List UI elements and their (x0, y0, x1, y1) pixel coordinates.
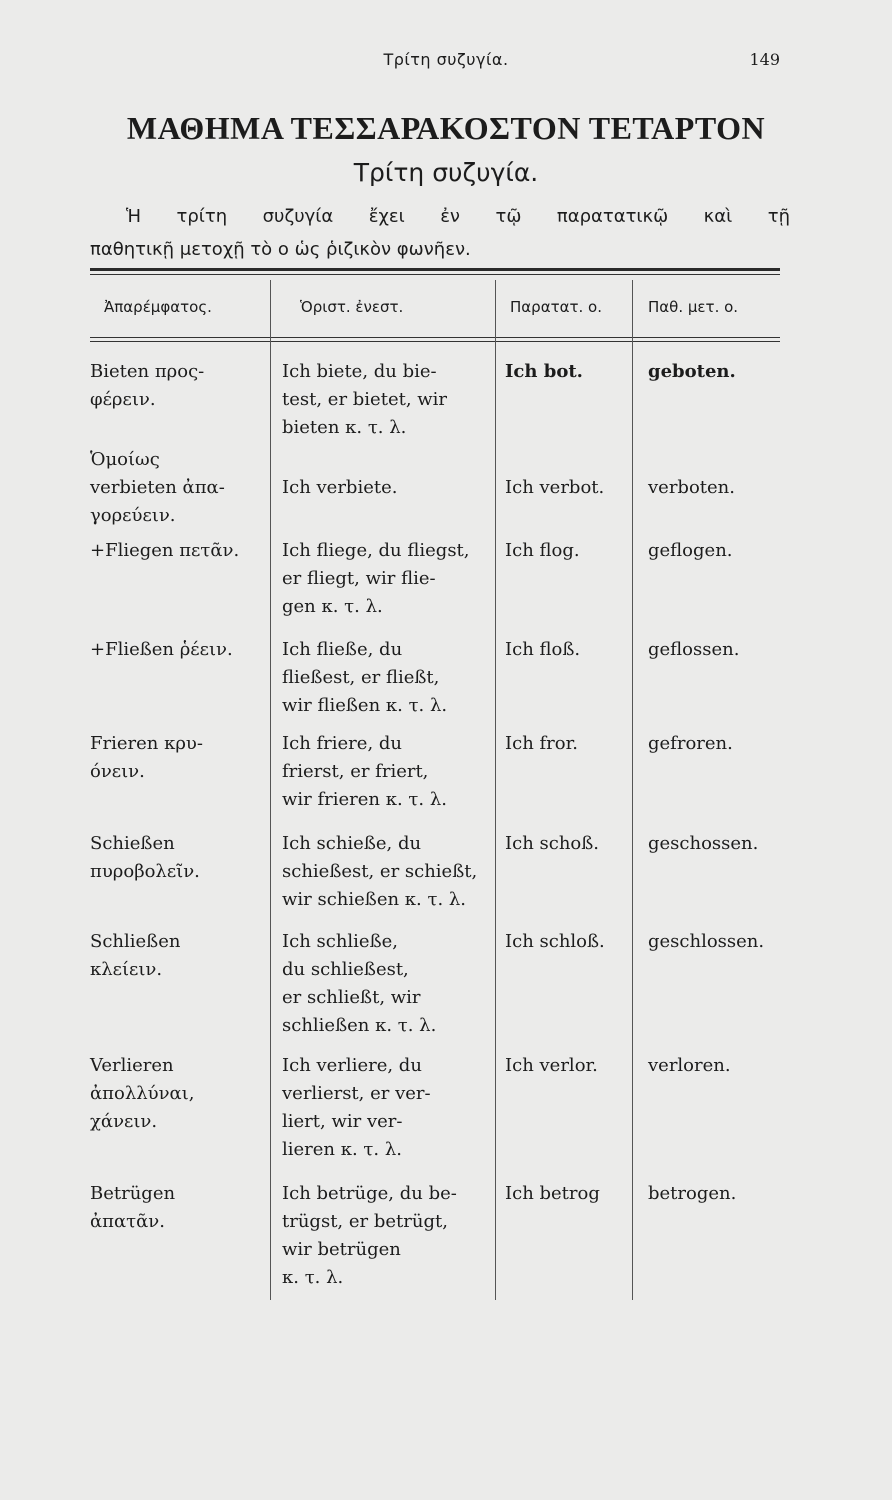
table-cell-present: Ich betrüge, du be- trügst, er betrügt, wir betrügen κ. τ. λ. (282, 1183, 457, 1288)
lesson-title: ΜΑΘΗΜΑ ΤΕΣΣΑΡΑΚΟΣΤΟΝ ΤΕΤΑΡΤΟΝ (126, 110, 766, 146)
table-cell-imperfect: Ich schoß. (505, 833, 599, 854)
table-cell-present: Ich schieße, du schießest, er schießt, wir schießen κ. τ. λ. (282, 833, 478, 910)
column-divider (495, 280, 496, 1300)
table-cell-participle: verloren. (648, 1055, 731, 1076)
column-header-present: Ὁριστ. ἐνεστ. (300, 298, 404, 316)
table-cell-infinitive: Frieren κρυ- όνειν. (90, 733, 203, 782)
table-cell-infinitive: +Fliegen πετᾶν. (90, 540, 240, 561)
table-cell-present: Ich verbiete. (282, 477, 398, 498)
table-cell-infinitive: Ὁμοίως verbieten ἀπα- γορεύειν. (90, 449, 225, 526)
table-cell-participle: geschlossen. (648, 931, 765, 952)
table-cell-present: Ich verliere, du verlierst, er ver- liert, wir ver- lieren κ. τ. λ. (282, 1055, 431, 1160)
table-cell-imperfect: Ich schloß. (505, 931, 605, 952)
table-cell-present: Ich fließe, du fließest, er fließt, wir fließen κ. τ. λ. (282, 639, 448, 716)
table-cell-imperfect: Ich bot. (505, 361, 583, 382)
table-cell-present: Ich fliege, du fliegst, er fliegt, wir flie- gen κ. τ. λ. (282, 540, 470, 617)
table-cell-participle: geschossen. (648, 833, 759, 854)
table-cell-infinitive: Schießen πυροβολεῖν. (90, 833, 200, 882)
table-cell-participle: geflogen. (648, 540, 733, 561)
running-head: Τρίτη συζυγία. (383, 50, 509, 69)
table-top-rule-thin (90, 274, 780, 275)
lesson-subtitle: Τρίτη συζυγία. (353, 158, 539, 187)
table-cell-present: Ich friere, du frierst, er friert, wir frieren κ. τ. λ. (282, 733, 447, 810)
intro-line-2: παθητικῇ μετοχῇ τὸ ο ὡς ῥιζικὸν φωνῆεν. (90, 239, 471, 260)
table-cell-imperfect: Ich floß. (505, 639, 581, 660)
intro-paragraph (90, 200, 790, 266)
table-cell-imperfect: Ich betrog (505, 1183, 600, 1204)
table-cell-participle: verboten. (648, 477, 735, 498)
column-divider (270, 280, 271, 1300)
table-cell-participle: geflossen. (648, 639, 740, 660)
table-cell-infinitive: Bieten προς- φέρειν. (90, 361, 205, 410)
column-header-imperfect: Παρατατ. ο. (510, 298, 603, 316)
column-header-infinitive: Ἀπαρέμφατος. (104, 298, 212, 316)
header-bottom-rule (90, 337, 780, 338)
table-cell-participle: betrogen. (648, 1183, 737, 1204)
table-cell-infinitive: Betrügen ἀπατᾶν. (90, 1183, 176, 1232)
table-cell-infinitive: Schließen κλείειν. (90, 931, 181, 980)
table-cell-imperfect: Ich verbot. (505, 477, 605, 498)
table-cell-infinitive: +Fließen ῥέειν. (90, 639, 233, 660)
table-cell-infinitive: Verlieren ἀπολλύναι, χάνειν. (90, 1055, 195, 1132)
table-cell-participle: geboten. (648, 361, 736, 382)
table-cell-imperfect: Ich verlor. (505, 1055, 598, 1076)
table-cell-imperfect: Ich flog. (505, 540, 580, 561)
table-cell-participle: gefroren. (648, 733, 733, 754)
table-cell-present: Ich schließe, du schließest, er schließt, wir schließen κ. τ. λ. (282, 931, 437, 1036)
table-cell-imperfect: Ich fror. (505, 733, 578, 754)
column-header-participle: Παθ. μετ. ο. (648, 298, 739, 316)
intro-line-1: Ἡ τρίτη συζυγία ἔχει ἐν τῷ παρατατικῷ καὶ τῇ (126, 206, 790, 227)
table-cell-present: Ich biete, du bie- test, er bietet, wir bieten κ. τ. λ. (282, 361, 448, 438)
table-top-rule (90, 268, 780, 271)
header-bottom-rule-thin (90, 341, 780, 342)
column-divider (632, 280, 633, 1300)
page-number: 149 (749, 50, 780, 69)
